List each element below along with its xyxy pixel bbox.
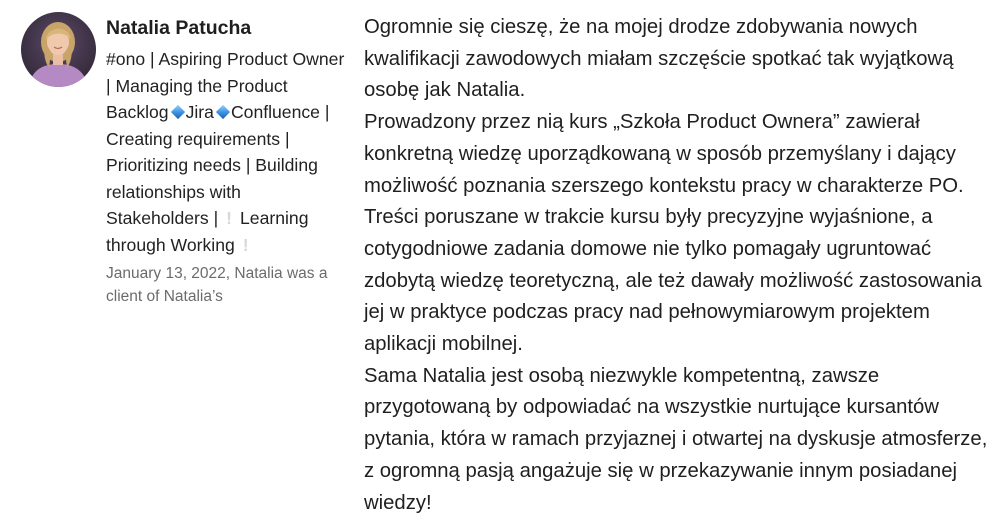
blue-diamond-icon [171, 105, 185, 119]
recommendation-text [364, 12, 996, 519]
exclamation-icon: ! [242, 234, 249, 255]
exclamation-icon: ! [226, 208, 233, 228]
author-headline [106, 46, 346, 258]
recommendation-date: January 13, 2022, Natalia was a client of Natalia’s [106, 265, 328, 305]
blue-diamond-icon [216, 105, 230, 119]
avatar[interactable] [21, 12, 96, 87]
profile-photo-icon [21, 12, 96, 87]
headline-text-part-4: Learning through Working [106, 208, 309, 255]
author-name-link[interactable]: Natalia Patucha [106, 17, 252, 39]
author-block [106, 14, 346, 308]
recommendation-paragraph-2: Prowadzony przez nią kurs „Szkoła Product Ownera” zawierał konkretną wiedzę uporządkowaną w sposób przemyślany i dający możliwość poznania szerszego kontekstu pracy w charakterze PO. Treści poruszane w trakcie kursu były precyzyjne wyjaśnione, a cotygodniowe zadania domowe nie tylko pomagały ugruntować zdobytą wiedzę teoretyczną, ale też dawały możliwość zastosowania jej w praktyce podczas pracy nad pełnowymiarowym projektem aplikacji mobilnej. [364, 111, 982, 356]
recommendation-paragraph-3: Sama Natalia jest osobą niezwykle kompetentną, zawsze przygotowaną by odpowiadać na wszystkie nurtujące kursantów pytania, która w ramach przyjaznej i otwartej na dyskusje atmosferze, z ogromną pasją angażuje się w przekazywanie innym posiadanej wiedzy! [364, 364, 988, 514]
recommendation-paragraph-1: Ogromnie się cieszę, że na mojej drodze zdobywania nowych kwalifikacji zawodowych miałam szczęście spotkać tak wyjątkową osobę jak Natalia. [364, 16, 954, 102]
headline-text-part-2: Jira [185, 102, 214, 122]
headline-text-part-3: Confluence | Creating requirements | Prioritizing needs | Building relationships with Stakeholders | [106, 102, 330, 228]
headline-text-part-1: #ono | Aspiring Product Owner | Managing the Product Backlog [106, 49, 345, 122]
